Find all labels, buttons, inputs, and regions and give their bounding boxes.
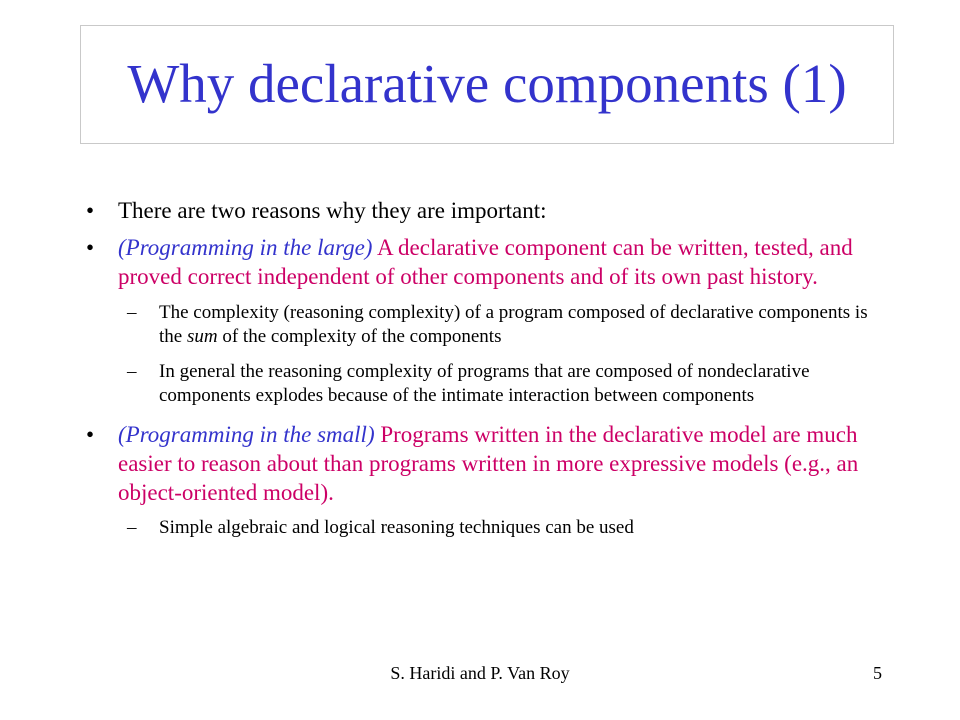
bullet-text: There are two reasons why they are important: [118, 198, 547, 223]
bullet-icon: • [86, 198, 95, 223]
bullet-item [80, 233, 880, 291]
slide-content [80, 196, 880, 548]
title-box [80, 25, 894, 144]
bullet-lead: (Programming in the small) [118, 422, 375, 447]
bullet-text: A declarative component can be written, tested, and proved correct independent of other components and of its own past history. [118, 235, 853, 289]
dash-icon: – [127, 302, 137, 323]
bullet-lead: (Programming in the large) [118, 235, 373, 260]
footer-authors: S. Haridi and P. Van Roy [390, 663, 570, 683]
sub-bullet-item [80, 301, 880, 349]
bullet-item [80, 196, 880, 225]
page-number: 5 [873, 663, 882, 683]
bullet-icon: • [86, 422, 95, 447]
sub-bullet-text-end: of the complexity of the components [217, 326, 502, 347]
sub-bullet-item [80, 360, 880, 408]
slide-title: Why declarative components (1) [127, 53, 847, 114]
dash-icon: – [127, 517, 137, 538]
bullet-icon: • [86, 235, 95, 260]
bullet-text: Programs written in the declarative model are much easier to reason about than programs written in more expressive models (e.g., an object-oriented model). [118, 422, 859, 505]
dash-icon: – [127, 361, 137, 382]
sub-bullet-item [80, 516, 880, 540]
sub-bullet-emphasis: sum [186, 326, 218, 347]
sub-bullet-text: Simple algebraic and logical reasoning techniques can be used [159, 517, 634, 538]
sub-bullet-text: In general the reasoning complexity of programs that are composed of nondeclarative components explodes because of the intimate interaction between components [159, 361, 810, 406]
bullet-item [80, 420, 880, 507]
sub-bullet-text: The complexity (reasoning complexity) of a program composed of declarative components is the [159, 302, 868, 347]
